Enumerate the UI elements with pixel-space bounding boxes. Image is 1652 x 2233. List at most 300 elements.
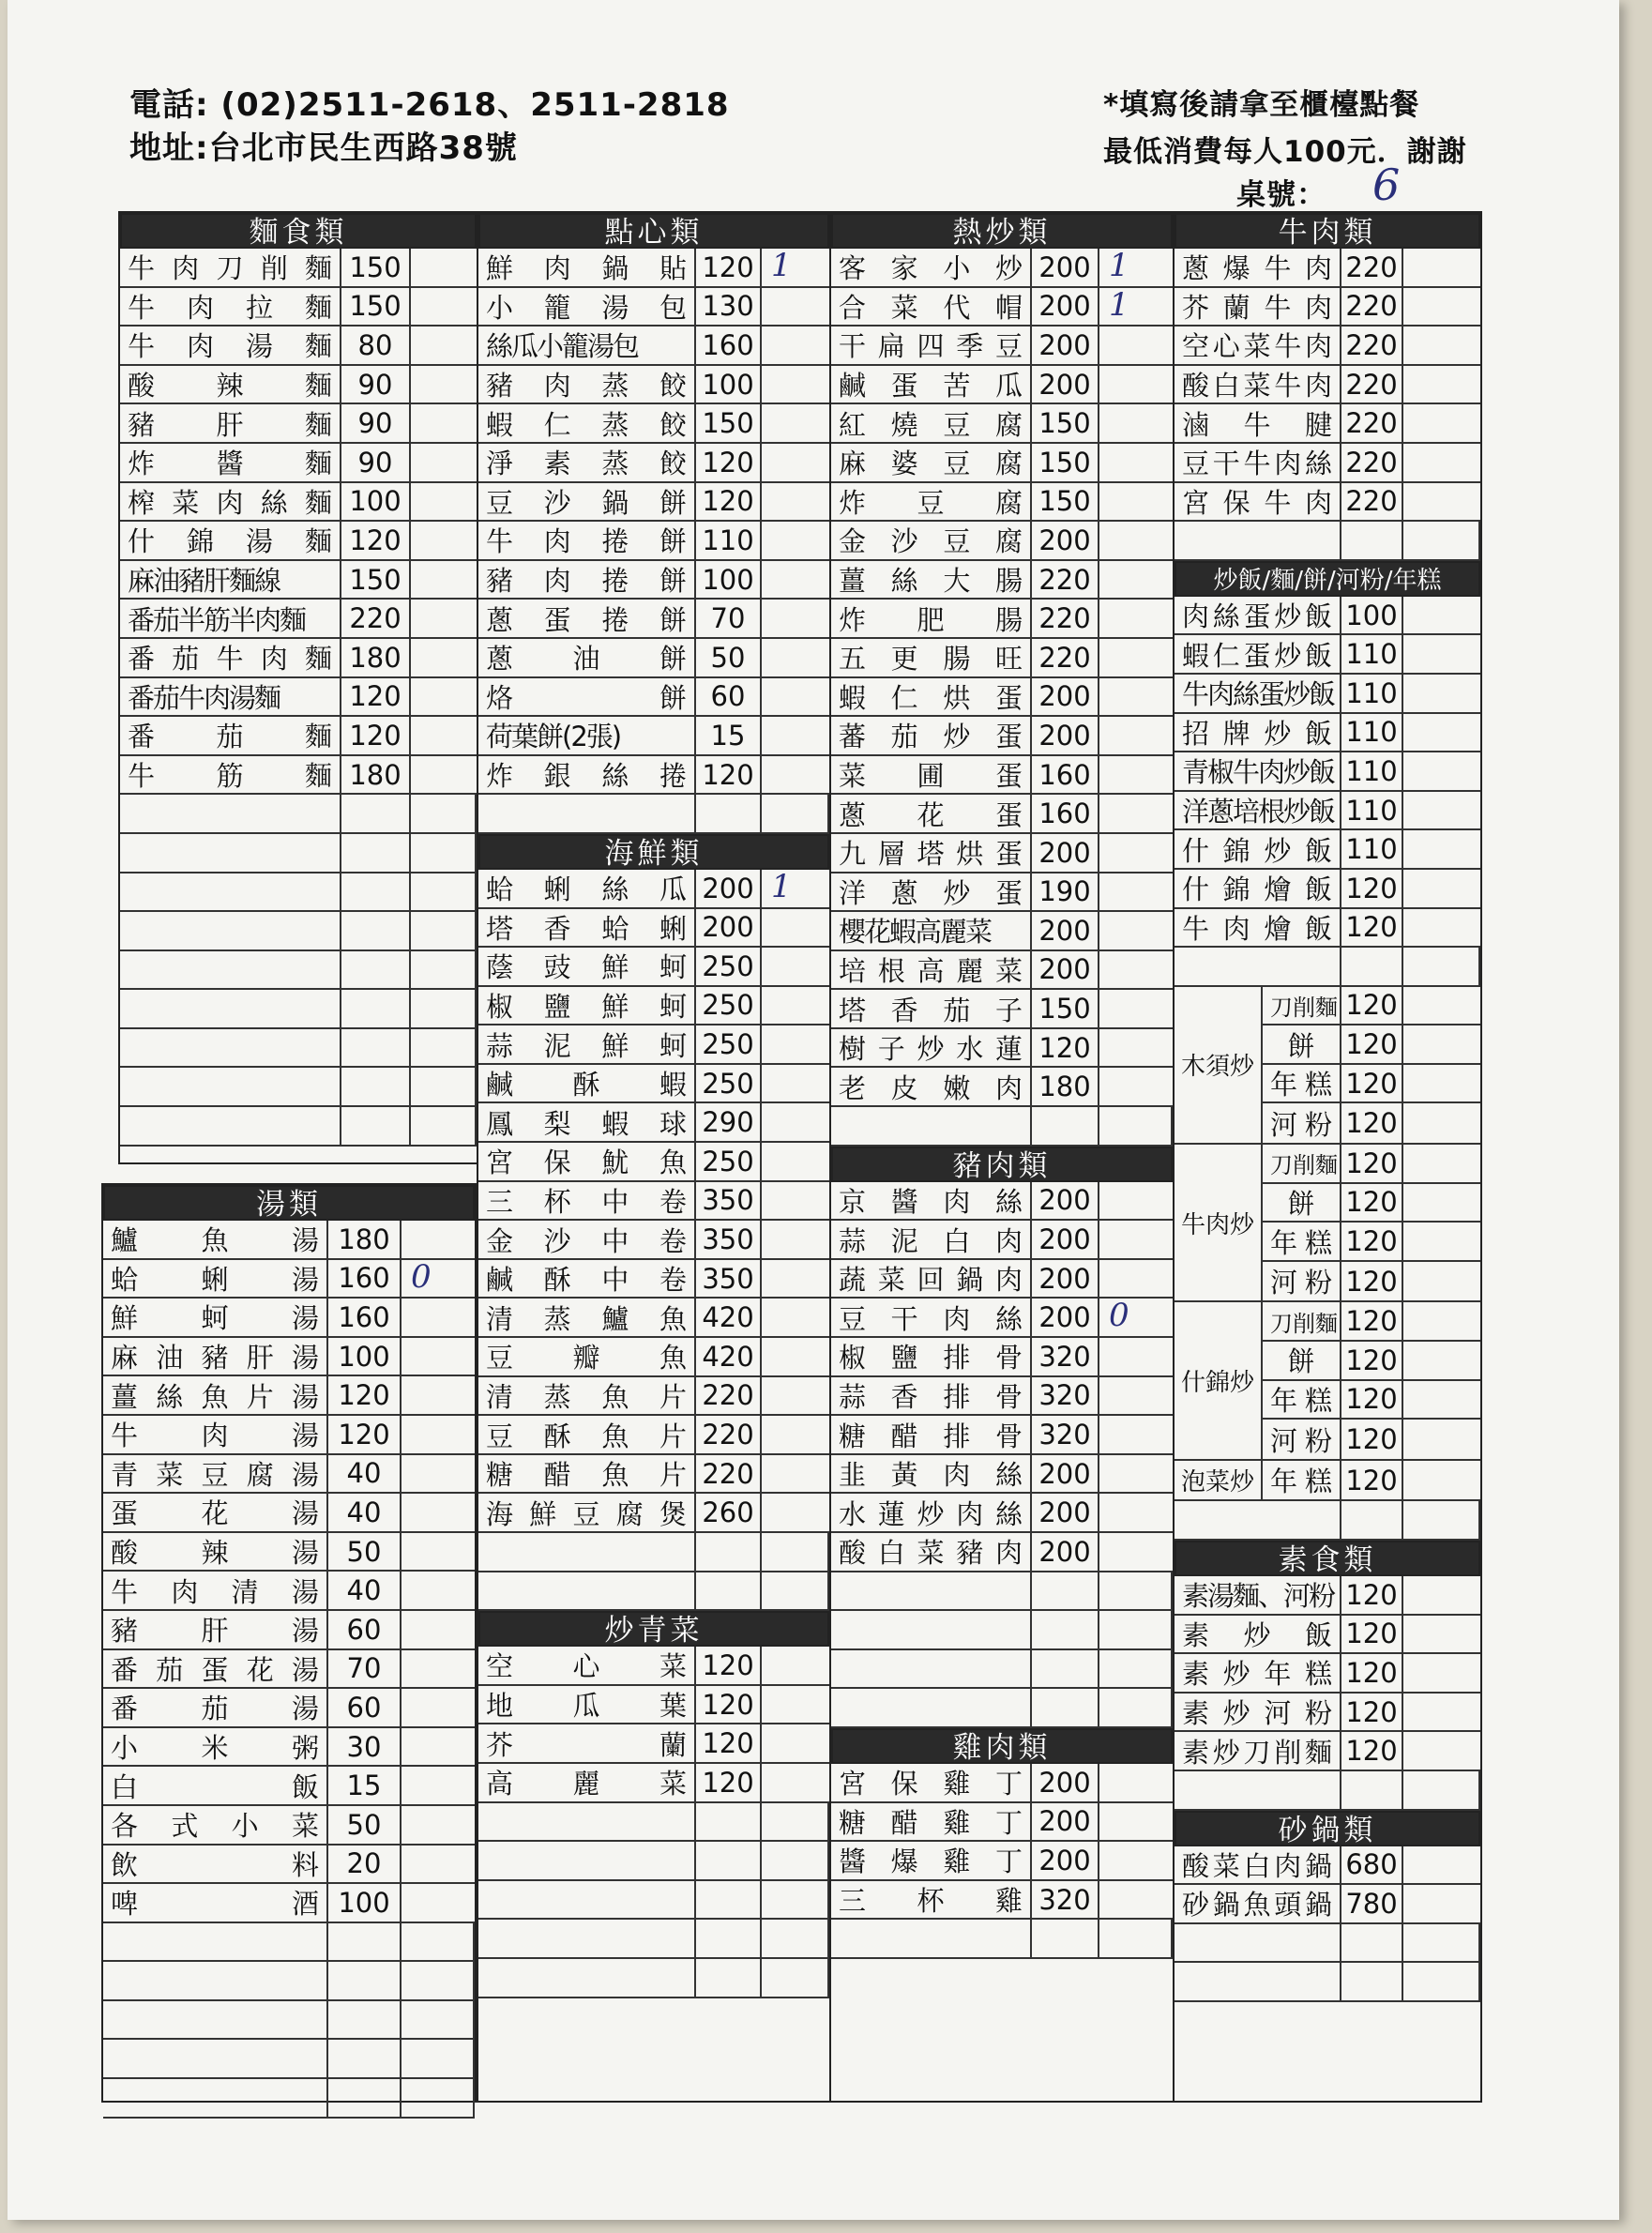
menu-item-row[interactable] bbox=[1175, 870, 1480, 909]
menu-item-row[interactable] bbox=[1263, 1025, 1480, 1065]
quantity-cell[interactable] bbox=[411, 366, 477, 403]
menu-item-row[interactable] bbox=[103, 1611, 475, 1650]
menu-item-row[interactable] bbox=[1263, 987, 1480, 1026]
menu-item-row[interactable] bbox=[831, 1881, 1173, 1921]
blank-row[interactable] bbox=[831, 1107, 1173, 1147]
blank-row[interactable] bbox=[478, 1920, 829, 1959]
menu-item-row[interactable] bbox=[478, 1764, 829, 1803]
menu-item-row[interactable] bbox=[831, 1455, 1173, 1495]
quantity-cell[interactable] bbox=[762, 1455, 829, 1493]
blank-row[interactable] bbox=[478, 795, 829, 834]
menu-item-row[interactable] bbox=[478, 327, 829, 366]
quantity-cell[interactable] bbox=[762, 1221, 829, 1258]
blank-row[interactable] bbox=[478, 1959, 829, 1998]
quantity-cell[interactable] bbox=[402, 1806, 475, 1844]
quantity-cell[interactable] bbox=[1099, 756, 1173, 794]
quantity-cell[interactable] bbox=[1099, 483, 1173, 521]
quantity-cell[interactable] bbox=[1099, 1182, 1173, 1220]
blank-row[interactable] bbox=[478, 1803, 829, 1843]
menu-item-row[interactable] bbox=[103, 1572, 475, 1611]
quantity-cell[interactable] bbox=[1099, 639, 1173, 676]
menu-item-row[interactable] bbox=[478, 522, 829, 561]
quantity-cell[interactable] bbox=[1403, 752, 1480, 790]
quantity-cell[interactable] bbox=[1403, 1302, 1480, 1340]
menu-item-row[interactable] bbox=[1263, 1262, 1480, 1301]
menu-item-row[interactable] bbox=[478, 1416, 829, 1455]
menu-item-row[interactable] bbox=[478, 1724, 829, 1764]
menu-item-row[interactable] bbox=[831, 678, 1173, 718]
quantity-cell[interactable] bbox=[1099, 1455, 1173, 1493]
menu-item-row[interactable] bbox=[120, 249, 477, 288]
menu-item-row[interactable] bbox=[831, 1068, 1173, 1107]
menu-item-row[interactable] bbox=[1175, 444, 1480, 483]
menu-item-row[interactable] bbox=[478, 1260, 829, 1299]
quantity-cell[interactable] bbox=[762, 1686, 829, 1724]
quantity-cell[interactable] bbox=[1099, 951, 1173, 989]
menu-item-row[interactable] bbox=[120, 756, 477, 796]
quantity-cell[interactable] bbox=[762, 1764, 829, 1801]
blank-row[interactable] bbox=[103, 2079, 475, 2119]
menu-item-row[interactable] bbox=[831, 366, 1173, 405]
quantity-cell[interactable] bbox=[762, 1494, 829, 1531]
blank-row[interactable] bbox=[103, 2001, 475, 2041]
quantity-cell[interactable] bbox=[1403, 1420, 1480, 1459]
menu-item-row[interactable] bbox=[478, 1299, 829, 1338]
quantity-cell[interactable] bbox=[1099, 1338, 1173, 1375]
blank-row[interactable] bbox=[103, 2040, 475, 2079]
menu-item-row[interactable] bbox=[831, 483, 1173, 523]
menu-item-row[interactable] bbox=[831, 990, 1173, 1029]
menu-item-row[interactable] bbox=[831, 1299, 1173, 1338]
menu-item-row[interactable] bbox=[831, 1338, 1173, 1377]
menu-item-row[interactable] bbox=[831, 951, 1173, 991]
menu-item-row[interactable] bbox=[120, 717, 477, 756]
menu-item-row[interactable] bbox=[831, 327, 1173, 366]
quantity-cell[interactable] bbox=[1403, 635, 1480, 673]
quantity-cell[interactable] bbox=[1099, 1377, 1173, 1415]
blank-row[interactable] bbox=[831, 1611, 1173, 1650]
quantity-cell[interactable] bbox=[402, 1338, 475, 1375]
quantity-cell[interactable] bbox=[762, 1377, 829, 1415]
menu-item-row[interactable] bbox=[478, 987, 829, 1026]
menu-item-row[interactable] bbox=[103, 1806, 475, 1846]
menu-item-row[interactable] bbox=[831, 1803, 1173, 1843]
menu-item-row[interactable] bbox=[103, 1689, 475, 1728]
menu-item-row[interactable] bbox=[1175, 909, 1480, 949]
menu-item-row[interactable] bbox=[478, 639, 829, 678]
quantity-cell[interactable] bbox=[1099, 366, 1173, 403]
menu-item-row[interactable] bbox=[1175, 366, 1480, 405]
quantity-cell[interactable] bbox=[1403, 366, 1480, 403]
menu-item-row[interactable] bbox=[120, 404, 477, 444]
quantity-cell[interactable] bbox=[762, 327, 829, 364]
quantity-cell[interactable] bbox=[1403, 1654, 1480, 1692]
menu-item-row[interactable] bbox=[103, 1257, 475, 1299]
menu-item-row[interactable] bbox=[1263, 1223, 1480, 1262]
menu-item-row[interactable] bbox=[478, 678, 829, 718]
menu-item-row[interactable] bbox=[831, 1377, 1173, 1417]
menu-item-row[interactable] bbox=[478, 1455, 829, 1495]
quantity-cell[interactable] bbox=[1099, 1494, 1173, 1531]
quantity-cell[interactable] bbox=[402, 1611, 475, 1648]
quantity-cell[interactable] bbox=[1403, 1184, 1480, 1222]
menu-item-row[interactable] bbox=[478, 1103, 829, 1143]
quantity-cell[interactable] bbox=[762, 522, 829, 559]
menu-item-row[interactable] bbox=[478, 288, 829, 327]
menu-item-row[interactable] bbox=[103, 1455, 475, 1495]
quantity-cell[interactable] bbox=[1099, 285, 1173, 326]
menu-item-row[interactable] bbox=[478, 366, 829, 405]
quantity-cell[interactable] bbox=[1099, 249, 1173, 286]
quantity-cell[interactable] bbox=[411, 678, 477, 716]
quantity-cell[interactable] bbox=[1403, 1103, 1480, 1143]
blank-row[interactable] bbox=[120, 1068, 477, 1107]
menu-item-row[interactable] bbox=[478, 600, 829, 639]
menu-item-row[interactable] bbox=[120, 444, 477, 483]
menu-item-row[interactable] bbox=[1175, 1654, 1480, 1694]
quantity-cell[interactable] bbox=[762, 1338, 829, 1375]
menu-item-row[interactable] bbox=[1263, 1103, 1480, 1143]
quantity-cell[interactable] bbox=[1099, 327, 1173, 364]
menu-item-row[interactable] bbox=[831, 639, 1173, 678]
quantity-cell[interactable] bbox=[1403, 1381, 1480, 1419]
quantity-cell[interactable] bbox=[1099, 1029, 1173, 1067]
menu-item-row[interactable] bbox=[831, 717, 1173, 756]
menu-item-row[interactable] bbox=[478, 1686, 829, 1725]
blank-row[interactable] bbox=[120, 1029, 477, 1069]
menu-item-row[interactable] bbox=[1175, 792, 1480, 831]
menu-item-row[interactable] bbox=[478, 1182, 829, 1222]
quantity-cell[interactable] bbox=[411, 404, 477, 442]
menu-item-row[interactable] bbox=[120, 600, 477, 639]
menu-item-row[interactable] bbox=[1175, 1616, 1480, 1655]
quantity-cell[interactable] bbox=[1403, 870, 1480, 907]
quantity-cell[interactable] bbox=[762, 1299, 829, 1336]
quantity-cell[interactable] bbox=[1403, 1262, 1480, 1301]
quantity-cell[interactable] bbox=[762, 717, 829, 754]
blank-row[interactable] bbox=[120, 912, 477, 951]
blank-row[interactable] bbox=[1175, 522, 1480, 561]
quantity-cell[interactable] bbox=[1403, 1461, 1480, 1500]
quantity-cell[interactable] bbox=[411, 756, 477, 794]
quantity-cell[interactable] bbox=[411, 639, 477, 676]
menu-item-row[interactable] bbox=[103, 1338, 475, 1377]
blank-row[interactable] bbox=[120, 873, 477, 913]
quantity-cell[interactable] bbox=[762, 678, 829, 716]
quantity-cell[interactable] bbox=[1403, 909, 1480, 947]
menu-item-row[interactable] bbox=[1263, 1420, 1480, 1459]
menu-item-row[interactable] bbox=[1175, 635, 1480, 675]
menu-item-row[interactable] bbox=[478, 1377, 829, 1417]
blank-row[interactable] bbox=[478, 1842, 829, 1881]
quantity-cell[interactable] bbox=[762, 1647, 829, 1684]
quantity-cell[interactable] bbox=[762, 366, 829, 403]
quantity-cell[interactable] bbox=[411, 522, 477, 559]
quantity-cell[interactable] bbox=[411, 600, 477, 637]
menu-item-row[interactable] bbox=[831, 561, 1173, 600]
menu-item-row[interactable] bbox=[120, 288, 477, 327]
blank-row[interactable] bbox=[478, 1881, 829, 1921]
quantity-cell[interactable] bbox=[762, 1260, 829, 1298]
menu-item-row[interactable] bbox=[478, 867, 829, 909]
quantity-cell[interactable] bbox=[1403, 675, 1480, 712]
menu-item-row[interactable] bbox=[103, 1376, 475, 1416]
menu-item-row[interactable] bbox=[1175, 752, 1480, 792]
menu-item-row[interactable] bbox=[831, 522, 1173, 561]
quantity-cell[interactable] bbox=[1099, 834, 1173, 872]
quantity-cell[interactable] bbox=[1403, 1223, 1480, 1260]
quantity-cell[interactable] bbox=[1403, 830, 1480, 868]
quantity-cell[interactable] bbox=[1099, 717, 1173, 754]
quantity-cell[interactable] bbox=[402, 1416, 475, 1453]
menu-item-row[interactable] bbox=[1263, 1461, 1480, 1500]
blank-row[interactable] bbox=[831, 1650, 1173, 1690]
menu-item-row[interactable] bbox=[103, 1533, 475, 1572]
menu-item-row[interactable] bbox=[1175, 1576, 1480, 1616]
quantity-cell[interactable] bbox=[402, 1846, 475, 1883]
quantity-cell[interactable] bbox=[402, 1728, 475, 1766]
blank-row[interactable] bbox=[1175, 948, 1480, 987]
menu-item-row[interactable] bbox=[831, 404, 1173, 444]
quantity-cell[interactable] bbox=[402, 1572, 475, 1609]
menu-item-row[interactable] bbox=[478, 1338, 829, 1377]
menu-item-row[interactable] bbox=[478, 1647, 829, 1686]
quantity-cell[interactable] bbox=[1099, 990, 1173, 1027]
menu-item-row[interactable] bbox=[103, 1299, 475, 1338]
menu-item-row[interactable] bbox=[831, 834, 1173, 873]
quantity-cell[interactable] bbox=[1099, 1533, 1173, 1571]
quantity-cell[interactable] bbox=[762, 600, 829, 637]
blank-row[interactable] bbox=[120, 990, 477, 1029]
menu-item-row[interactable] bbox=[831, 285, 1173, 327]
quantity-cell[interactable] bbox=[402, 1767, 475, 1804]
menu-item-row[interactable] bbox=[103, 1767, 475, 1806]
menu-item-row[interactable] bbox=[831, 1494, 1173, 1533]
quantity-cell[interactable] bbox=[762, 483, 829, 521]
quantity-cell[interactable] bbox=[762, 639, 829, 676]
quantity-cell[interactable] bbox=[411, 327, 477, 364]
quantity-cell[interactable] bbox=[1403, 714, 1480, 752]
quantity-cell[interactable] bbox=[1099, 561, 1173, 599]
menu-item-row[interactable] bbox=[103, 1494, 475, 1533]
blank-row[interactable] bbox=[120, 1107, 477, 1147]
quantity-cell[interactable] bbox=[1403, 597, 1480, 634]
quantity-cell[interactable] bbox=[762, 756, 829, 794]
menu-item-row[interactable] bbox=[478, 1025, 829, 1065]
quantity-cell[interactable] bbox=[1403, 404, 1480, 442]
menu-item-row[interactable] bbox=[1175, 1732, 1480, 1771]
quantity-cell[interactable] bbox=[1403, 1025, 1480, 1063]
menu-item-row[interactable] bbox=[831, 1842, 1173, 1881]
menu-item-row[interactable] bbox=[478, 249, 829, 288]
quantity-cell[interactable] bbox=[762, 909, 829, 947]
quantity-cell[interactable] bbox=[1403, 483, 1480, 521]
menu-item-row[interactable] bbox=[120, 327, 477, 366]
quantity-cell[interactable] bbox=[1099, 1764, 1173, 1801]
blank-row[interactable] bbox=[478, 1533, 829, 1572]
quantity-cell[interactable] bbox=[402, 1376, 475, 1414]
quantity-cell[interactable] bbox=[1403, 1065, 1480, 1102]
menu-item-row[interactable] bbox=[478, 444, 829, 483]
menu-item-row[interactable] bbox=[1175, 404, 1480, 444]
menu-item-row[interactable] bbox=[478, 1221, 829, 1260]
blank-row[interactable] bbox=[831, 1920, 1173, 1959]
menu-item-row[interactable] bbox=[831, 249, 1173, 288]
quantity-cell[interactable] bbox=[1099, 522, 1173, 559]
menu-item-row[interactable] bbox=[831, 795, 1173, 834]
quantity-cell[interactable] bbox=[1403, 987, 1480, 1025]
quantity-cell[interactable] bbox=[1403, 1846, 1480, 1884]
menu-item-row[interactable] bbox=[478, 1143, 829, 1182]
quantity-cell[interactable] bbox=[402, 1257, 475, 1298]
quantity-cell[interactable] bbox=[402, 1533, 475, 1571]
menu-item-row[interactable] bbox=[831, 873, 1173, 913]
quantity-cell[interactable] bbox=[1403, 1576, 1480, 1614]
menu-item-row[interactable] bbox=[103, 1221, 475, 1260]
menu-item-row[interactable] bbox=[1263, 1302, 1480, 1342]
quantity-cell[interactable] bbox=[1099, 1221, 1173, 1258]
quantity-cell[interactable] bbox=[402, 1884, 475, 1922]
blank-row[interactable] bbox=[831, 1689, 1173, 1728]
quantity-cell[interactable] bbox=[1099, 873, 1173, 911]
quantity-cell[interactable] bbox=[1099, 1842, 1173, 1879]
menu-item-row[interactable] bbox=[103, 1416, 475, 1455]
menu-item-row[interactable] bbox=[120, 366, 477, 405]
quantity-cell[interactable] bbox=[762, 1724, 829, 1762]
blank-row[interactable] bbox=[478, 1572, 829, 1612]
menu-item-row[interactable] bbox=[1175, 327, 1480, 366]
quantity-cell[interactable] bbox=[1099, 1416, 1173, 1453]
menu-item-row[interactable] bbox=[1175, 830, 1480, 870]
quantity-cell[interactable] bbox=[1403, 1616, 1480, 1653]
quantity-cell[interactable] bbox=[762, 1182, 829, 1220]
menu-item-row[interactable] bbox=[103, 1884, 475, 1923]
menu-item-row[interactable] bbox=[478, 948, 829, 987]
quantity-cell[interactable] bbox=[762, 867, 829, 907]
quantity-cell[interactable] bbox=[1403, 1694, 1480, 1731]
menu-item-row[interactable] bbox=[1263, 1381, 1480, 1420]
menu-item-row[interactable] bbox=[1175, 1846, 1480, 1886]
quantity-cell[interactable] bbox=[1099, 1260, 1173, 1298]
quantity-cell[interactable] bbox=[762, 1065, 829, 1102]
menu-item-row[interactable] bbox=[831, 1764, 1173, 1803]
quantity-cell[interactable] bbox=[1403, 288, 1480, 326]
quantity-cell[interactable] bbox=[411, 288, 477, 326]
menu-item-row[interactable] bbox=[478, 717, 829, 756]
quantity-cell[interactable] bbox=[1403, 1732, 1480, 1770]
blank-row[interactable] bbox=[1175, 1924, 1480, 1964]
menu-item-row[interactable] bbox=[831, 756, 1173, 796]
menu-item-row[interactable] bbox=[1175, 675, 1480, 714]
menu-item-row[interactable] bbox=[103, 1846, 475, 1885]
menu-item-row[interactable] bbox=[1263, 1342, 1480, 1381]
quantity-cell[interactable] bbox=[411, 483, 477, 521]
menu-item-row[interactable] bbox=[478, 483, 829, 523]
quantity-cell[interactable] bbox=[762, 1103, 829, 1141]
quantity-cell[interactable] bbox=[402, 1650, 475, 1688]
menu-item-row[interactable] bbox=[478, 404, 829, 444]
menu-item-row[interactable] bbox=[1263, 1065, 1480, 1104]
menu-item-row[interactable] bbox=[831, 1533, 1173, 1572]
quantity-cell[interactable] bbox=[402, 1221, 475, 1258]
blank-row[interactable] bbox=[1175, 1771, 1480, 1811]
blank-row[interactable] bbox=[831, 1572, 1173, 1612]
blank-row[interactable] bbox=[103, 1962, 475, 2001]
menu-item-row[interactable] bbox=[120, 483, 477, 523]
quantity-cell[interactable] bbox=[762, 444, 829, 481]
quantity-cell[interactable] bbox=[1403, 792, 1480, 829]
menu-item-row[interactable] bbox=[1175, 288, 1480, 327]
quantity-cell[interactable] bbox=[411, 444, 477, 481]
quantity-cell[interactable] bbox=[762, 288, 829, 326]
quantity-cell[interactable] bbox=[1099, 404, 1173, 442]
quantity-cell[interactable] bbox=[1403, 1145, 1480, 1182]
menu-item-row[interactable] bbox=[478, 1494, 829, 1533]
blank-row[interactable] bbox=[1175, 1501, 1480, 1541]
quantity-cell[interactable] bbox=[762, 249, 829, 286]
menu-item-row[interactable] bbox=[1175, 597, 1480, 636]
quantity-cell[interactable] bbox=[1099, 1881, 1173, 1919]
quantity-cell[interactable] bbox=[762, 987, 829, 1025]
menu-item-row[interactable] bbox=[831, 1029, 1173, 1069]
quantity-cell[interactable] bbox=[1099, 912, 1173, 949]
menu-item-row[interactable] bbox=[1175, 1885, 1480, 1924]
quantity-cell[interactable] bbox=[402, 1455, 475, 1493]
menu-item-row[interactable] bbox=[831, 1416, 1173, 1455]
blank-row[interactable] bbox=[120, 834, 477, 873]
blank-row[interactable] bbox=[120, 951, 477, 991]
menu-item-row[interactable] bbox=[831, 1221, 1173, 1260]
menu-item-row[interactable] bbox=[478, 1065, 829, 1104]
menu-item-row[interactable] bbox=[1175, 249, 1480, 288]
blank-row[interactable] bbox=[120, 795, 477, 834]
quantity-cell[interactable] bbox=[762, 948, 829, 985]
quantity-cell[interactable] bbox=[1099, 795, 1173, 832]
quantity-cell[interactable] bbox=[762, 1143, 829, 1180]
menu-item-row[interactable] bbox=[1175, 483, 1480, 523]
quantity-cell[interactable] bbox=[1099, 444, 1173, 481]
menu-item-row[interactable] bbox=[478, 756, 829, 796]
menu-item-row[interactable] bbox=[120, 561, 477, 600]
quantity-cell[interactable] bbox=[402, 1689, 475, 1726]
menu-item-row[interactable] bbox=[831, 1260, 1173, 1299]
quantity-cell[interactable] bbox=[762, 1416, 829, 1453]
menu-item-row[interactable] bbox=[831, 600, 1173, 639]
quantity-cell[interactable] bbox=[1403, 327, 1480, 364]
quantity-cell[interactable] bbox=[411, 249, 477, 286]
menu-item-row[interactable] bbox=[120, 522, 477, 561]
quantity-cell[interactable] bbox=[1403, 249, 1480, 286]
quantity-cell[interactable] bbox=[1099, 1068, 1173, 1105]
quantity-cell[interactable] bbox=[762, 1025, 829, 1063]
menu-item-row[interactable] bbox=[1263, 1145, 1480, 1184]
quantity-cell[interactable] bbox=[762, 561, 829, 599]
quantity-cell[interactable] bbox=[402, 1299, 475, 1336]
menu-item-row[interactable] bbox=[120, 639, 477, 678]
menu-item-row[interactable] bbox=[831, 912, 1173, 951]
quantity-cell[interactable] bbox=[1099, 1299, 1173, 1336]
quantity-cell[interactable] bbox=[1099, 1803, 1173, 1841]
quantity-cell[interactable] bbox=[762, 404, 829, 442]
quantity-cell[interactable] bbox=[402, 1494, 475, 1531]
blank-row[interactable] bbox=[103, 1923, 475, 1963]
menu-item-row[interactable] bbox=[478, 909, 829, 949]
quantity-cell[interactable] bbox=[1099, 600, 1173, 637]
quantity-cell[interactable] bbox=[1099, 678, 1173, 716]
menu-item-row[interactable] bbox=[831, 444, 1173, 483]
menu-item-row[interactable] bbox=[120, 678, 477, 718]
menu-item-row[interactable] bbox=[478, 561, 829, 600]
